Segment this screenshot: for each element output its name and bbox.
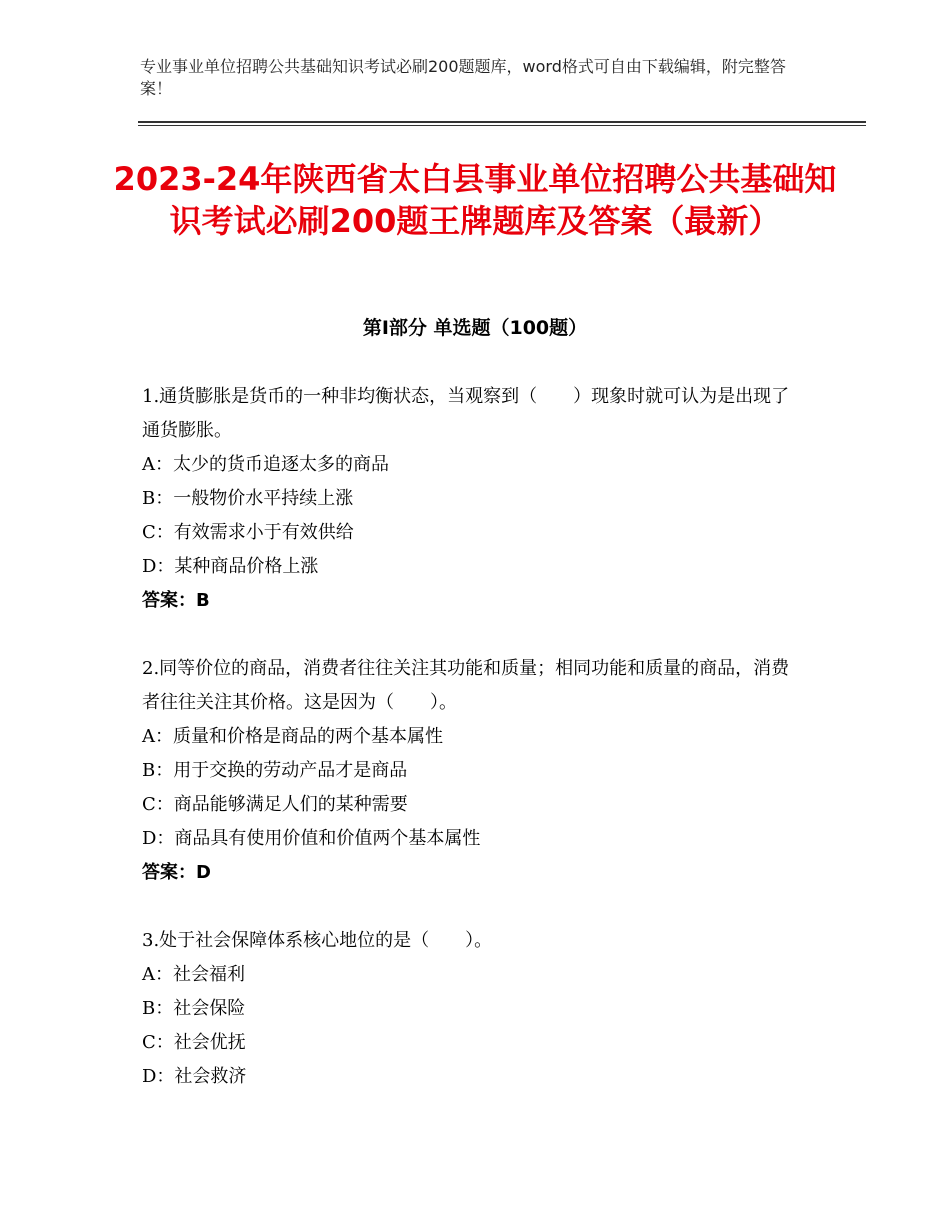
answer: 答案：D (142, 862, 211, 883)
option-c: C：有效需求小于有效供给 (142, 522, 354, 543)
question-stem: 2.同等价位的商品，消费者往往关注其功能和质量；相同功能和质量的商品，消费者往往关注其价格。这是因为（ ）。 (142, 658, 790, 713)
document-title: 2023-24年陕西省太白县事业单位招聘公共基础知识考试必刷200题王牌题库及答案（最新） (113, 160, 837, 240)
section-title: 第Ⅰ部分 单选题（100题） (362, 317, 588, 339)
question-stem: 3.处于社会保障体系核心地位的是（ ）。 (142, 930, 493, 951)
option-c: C：社会优抚 (142, 1032, 246, 1053)
option-a: A：太少的货币追逐太多的商品 (142, 454, 389, 475)
option-b: B：一般物价水平持续上涨 (142, 488, 354, 509)
question-spacer (142, 618, 802, 652)
option-d: D：商品具有使用价值和价值两个基本属性 (142, 828, 481, 849)
answer: 答案：B (142, 590, 210, 611)
option-d: D：某种商品价格上涨 (142, 556, 319, 577)
question-stem: 1.通货膨胀是货币的一种非均衡状态，当观察到（ ）现象时就可认为是出现了通货膨胀。 (142, 386, 790, 441)
option-a: A：质量和价格是商品的两个基本属性 (142, 726, 443, 747)
option-c: C：商品能够满足人们的某种需要 (142, 794, 408, 815)
option-b: B：用于交换的劳动产品才是商品 (142, 760, 408, 781)
question-2 (142, 652, 802, 890)
header-note: 专业事业单位招聘公共基础知识考试必刷200题题库，word格式可自由下载编辑，附完整答案！ (140, 57, 786, 98)
question-1 (142, 380, 802, 618)
header-divider-thin (138, 125, 866, 126)
header-divider-thick (138, 121, 866, 123)
option-a: A：社会福利 (142, 964, 245, 985)
option-d: D：社会救济 (142, 1066, 247, 1087)
question-spacer (142, 890, 802, 924)
option-b: B：社会保险 (142, 998, 246, 1019)
question-3 (142, 924, 802, 1094)
question-list (142, 380, 802, 1094)
